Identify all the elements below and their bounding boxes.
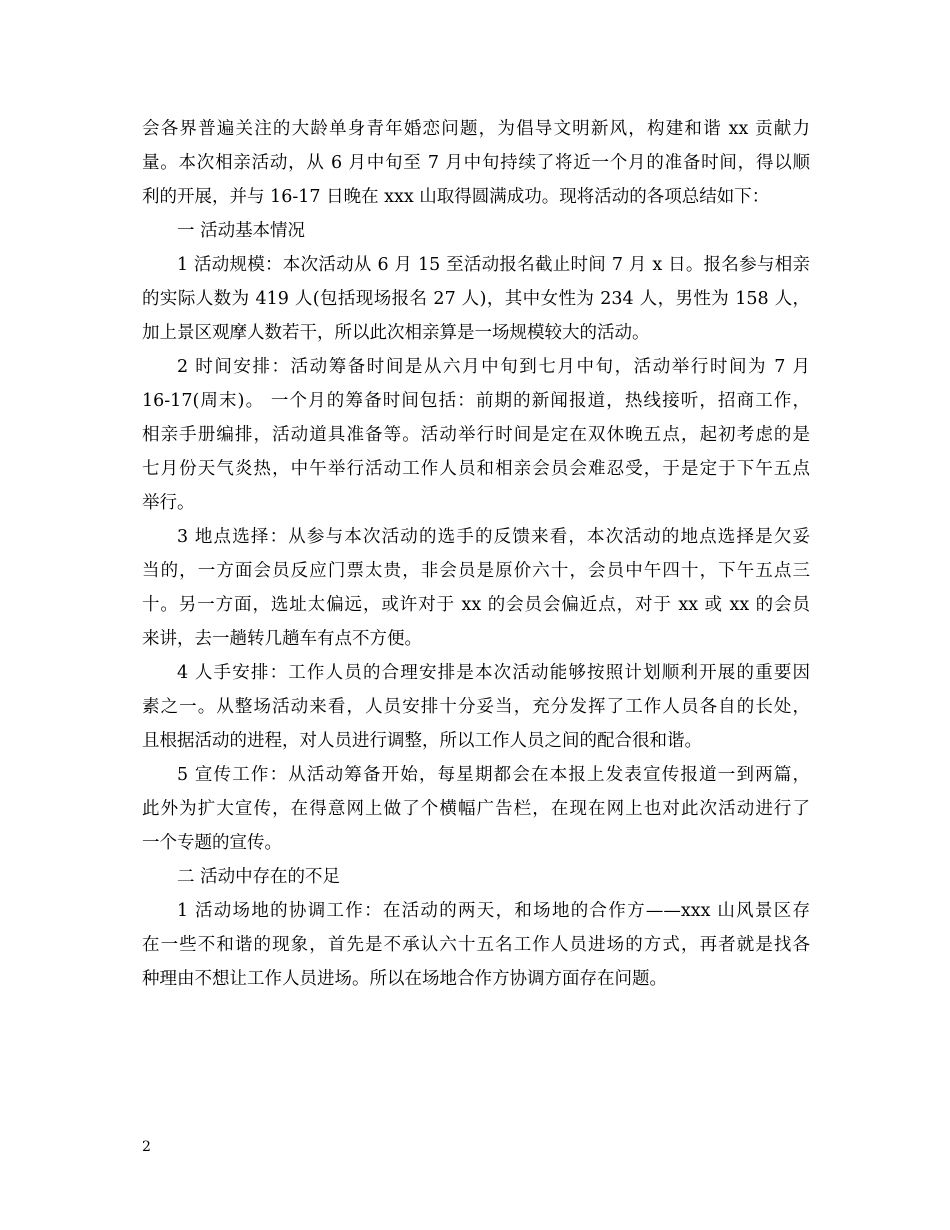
- text-line: 4 人手安排：工作人员的合理安排是本次活动能够按照计划顺利开展的重要因: [177, 663, 810, 683]
- text-line: 3 地点选择：从参与本次活动的选手的反馈来看，本次活动的地点选择是欠妥: [177, 527, 810, 547]
- text-line: 会各界普遍关注的大龄单身青年婚恋问题，为倡导文明新风，构建和谐 xx 贡献力: [142, 119, 810, 139]
- text-line: 的实际人数为 419 人(包括现场报名 27 人)，其中女性为 234 人，男性为 158 人，: [142, 289, 810, 309]
- text-line: 十。另一方面，选址太偏远，或许对于 xx 的会员会偏近点，对于 xx 或 xx 的会员: [142, 595, 810, 615]
- document-body: [142, 112, 810, 996]
- text-line: 利的开展，并与 16-17 日晚在 xxx 山取得圆满成功。现将活动的各项总结如下：: [142, 187, 770, 207]
- text-line: 且根据活动的进程，对人员进行调整，所以工作人员之间的配合很和谐。: [142, 731, 702, 751]
- text-line: 在一些不和谐的现象，首先是不承认六十五名工作人员进场的方式，再者就是找各: [142, 935, 810, 955]
- text-line: 16-17(周末)。 一个月的筹备时间包括：前期的新闻报道，热线接听，招商工作，: [142, 391, 810, 411]
- text-line: 5 宣传工作：从活动筹备开始，每星期都会在本报上发表宣传报道一到两篇，: [177, 765, 810, 785]
- text-line: 七月份天气炎热，中午举行活动工作人员和相亲会员会难忍受，于是定于下午五点: [142, 459, 810, 479]
- text-line: 量。本次相亲活动，从 6 月中旬至 7 月中旬持续了将近一个月的准备时间，得以顺: [142, 153, 810, 173]
- text-line: 相亲手册编排，活动道具准备等。活动举行时间是定在双休晚五点，起初考虑的是: [142, 425, 810, 445]
- text-line: 1 活动场地的协调工作：在活动的两天，和场地的合作方——xxx 山风景区存: [177, 901, 810, 921]
- page-number: 2: [142, 1139, 151, 1155]
- text-line: 素之一。从整场活动来看，人员安排十分妥当，充分发挥了工作人员各自的长处，: [142, 697, 810, 717]
- text-line: 1 活动规模：本次活动从 6 月 15 至活动报名截止时间 7 月 x 日。报名参与相亲: [177, 255, 810, 275]
- text-line: 此外为扩大宣传，在得意网上做了个横幅广告栏，在现在网上也对此次活动进行了: [142, 799, 810, 819]
- text-line: 2 时间安排：活动筹备时间是从六月中旬到七月中旬，活动举行时间为 7 月: [177, 357, 810, 377]
- section-heading: 一 活动基本情况: [177, 221, 306, 241]
- text-line: 一个专题的宣传。: [142, 833, 282, 853]
- text-line: 当的，一方面会员反应门票太贵，非会员是原价六十，会员中午四十，下午五点三: [142, 561, 810, 581]
- text-line: 举行。: [142, 493, 195, 513]
- section-heading: 二 活动中存在的不足: [177, 867, 341, 887]
- text-line: 种理由不想让工作人员进场。所以在场地合作方协调方面存在问题。: [142, 969, 667, 989]
- text-line: 来讲，去一趟转几趟车有点不方便。: [142, 629, 422, 649]
- text-line: 加上景区观摩人数若干，所以此次相亲算是一场规模较大的活动。: [142, 323, 650, 343]
